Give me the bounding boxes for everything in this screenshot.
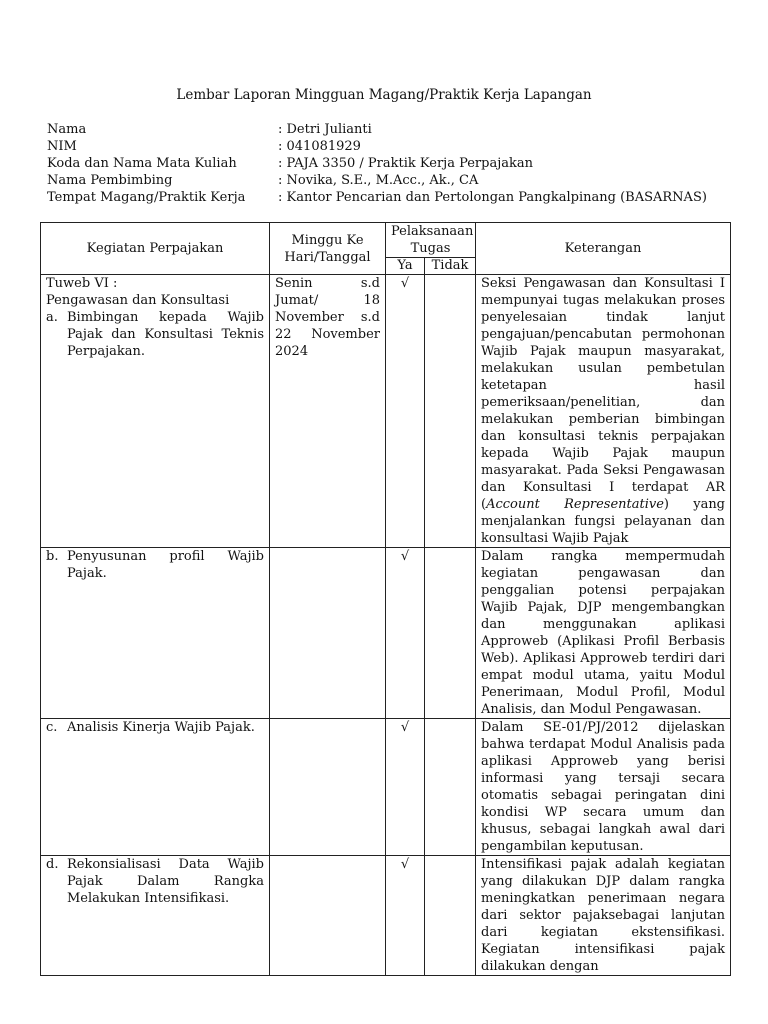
item-label: b. [46,549,59,564]
header-pelaksanaan: Pelaksanaan Tugas [386,223,476,258]
ya-check: √ [386,856,425,976]
info-row-pembimbing [47,172,737,189]
kegiatan-cell [41,275,270,548]
tidak-cell [425,856,476,976]
item-label: a. [46,310,58,325]
activity-item [46,548,264,582]
tidak-cell [425,548,476,719]
kegiatan-cell [41,856,270,976]
info-row-nim [47,138,737,155]
info-label: Nama Pembimbing [47,173,173,188]
table-row [41,856,731,976]
header-minggu: Minggu Ke Hari/Tanggal [270,223,386,275]
info-value: : Novika, S.E., M.Acc., Ak., CA [278,173,479,188]
table-row [41,719,731,856]
info-value: : Detri Julianti [278,122,372,137]
tidak-cell [425,719,476,856]
header-kegiatan: Kegiatan Perpajakan [41,223,270,275]
keterangan-text: ) yang menjalankan fungsi pelayanan dan konsultasi Wajib Pajak [481,497,726,546]
kegiatan-cell [41,548,270,719]
activity-item [46,309,264,360]
tidak-cell [425,275,476,548]
item-label: d. [46,857,59,872]
item-text: Penyusunan profil Wajib Pajak. [67,549,264,581]
item-text: Analisis Kinerja Wajib Pajak. [67,720,255,735]
minggu-cell [270,548,386,719]
minggu-cell [270,856,386,976]
section-heading: Pengawasan dan Konsultasi [46,293,230,308]
ya-check: √ [386,719,425,856]
info-label: NIM [47,139,77,154]
activity-item [46,856,264,907]
item-text: Rekonsialisasi Data Wajib Pajak Dalam Rangka Melakukan Intensifikasi. [67,857,264,906]
info-row-mata-kuliah [47,155,737,172]
ya-check: √ [386,275,425,548]
header-ya: Ya [386,258,425,275]
kegiatan-cell [41,719,270,856]
ya-check: √ [386,548,425,719]
info-label: Tempat Magang/Praktik Kerja [47,190,246,205]
info-value: : Kantor Pencarian dan Pertolongan Pangkalpinang (BASARNAS) [278,190,707,205]
keterangan-cell [476,275,731,548]
info-row-tempat [47,189,737,206]
page-title: Lembar Laporan Mingguan Magang/Praktik Kerja Lapangan [176,87,592,103]
header-keterangan: Keterangan [476,223,731,275]
keterangan-cell: Dalam SE-01/PJ/2012 dijelaskan bahwa terdapat Modul Analisis pada aplikasi Approweb yang berisi informasi yang tersaji secara otomatis sebagai peringatan dini kondisi WP secara umum dan khusus, sebagai langkah awal dari pengambilan keputusan. [476,719,731,856]
info-row-nama [47,121,737,138]
student-info [47,121,737,206]
keterangan-italic: Account Representative [486,497,664,512]
item-label: c. [46,720,58,735]
keterangan-cell: Intensifikasi pajak adalah kegiatan yang dilakukan DJP dalam rangka meningkatkan penerimaan negara dari sektor pajaksebagai lanjutan dari kegiatan ekstensifikasi. Kegiatan intensifikasi pajak dilakukan dengan [476,856,731,976]
activity-item [46,719,264,736]
minggu-cell [270,719,386,856]
minggu-cell: Senin s.d Jumat/ 18 November s.d 22 November 2024 [270,275,386,548]
keterangan-text: Seksi Pengawasan dan Konsultasi I mempunyai tugas melakukan proses penyelesaian tindak lanjut pengajuan/pencabutan permohonan Wajib Pajak maupun masyarakat, melakukan usulan pembetulan ketetapan hasil pemeriksaan/penelitian, dan melakukan pemberian bimbingan dan konsultasi teknis perpajakan kepada Wajib Pajak maupun masyarakat. Pada Seksi Pengawasan dan Konsultasi I terdapat AR ( [481,276,726,512]
table-row [41,275,731,548]
info-value: : 041081929 [278,139,361,154]
report-table [40,222,731,976]
item-text: Bimbingan kepada Wajib Pajak dan Konsultasi Teknis Perpajakan. [67,310,264,359]
info-value: : PAJA 3350 / Praktik Kerja Perpajakan [278,156,534,171]
table-row [41,548,731,719]
info-label: Nama [47,122,87,137]
keterangan-cell: Dalam rangka mempermudah kegiatan pengawasan dan penggalian potensi perpajakan Wajib Pajak, DJP mengembangkan dan menggunakan aplikasi Approweb (Aplikasi Profil Berbasis Web). Aplikasi Approweb terdiri dari empat modul utama, yaitu Modul Penerimaan, Modul Profil, Modul Analisis, dan Modul Pengawasan. [476,548,731,719]
header-tidak: Tidak [425,258,476,275]
info-label: Koda dan Nama Mata Kuliah [47,156,237,171]
tuweb-heading: Tuweb VI : [46,276,118,291]
